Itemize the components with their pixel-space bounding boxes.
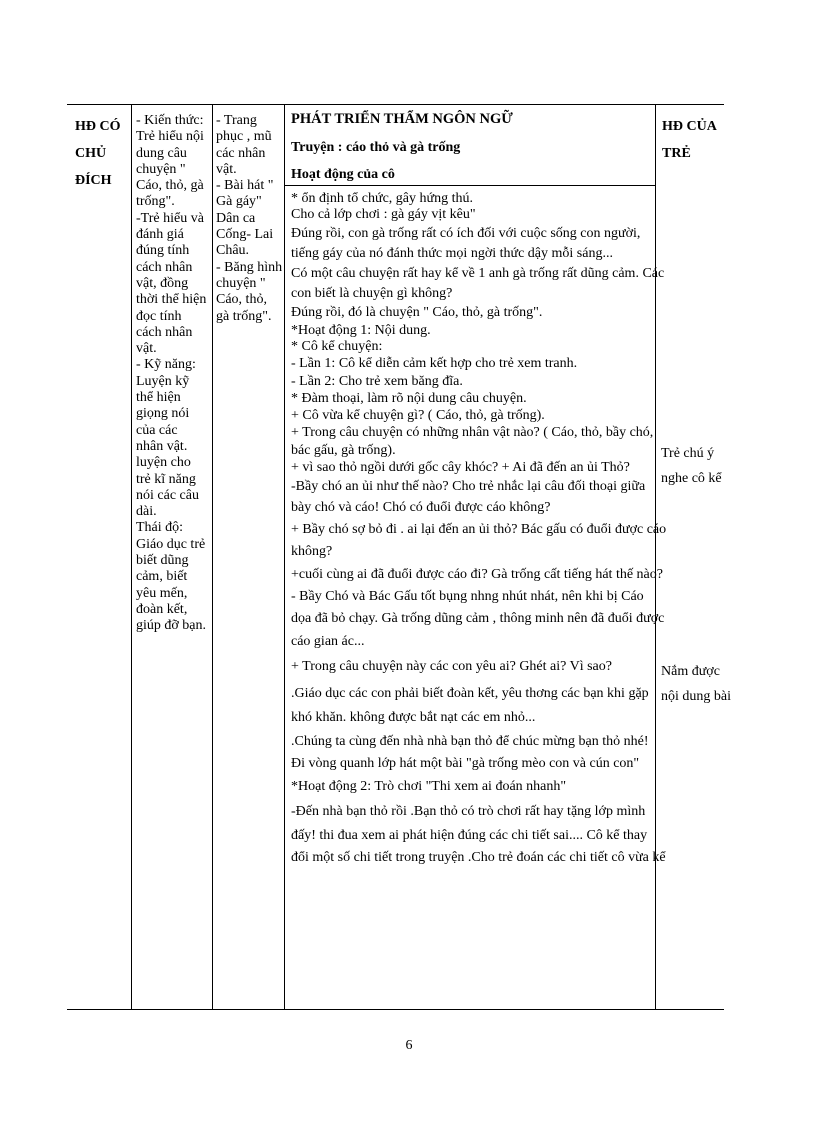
objective-line: biết dũng	[136, 553, 189, 569]
content-line: + Trong câu chuyện có những nhân vật nào? ( Cáo, thỏ, bầy chó,	[291, 425, 654, 440]
content-line: + Bầy chó sợ bỏ đi . ai lại đến an ủi thỏ? Bác gấu có đuổi được cáo	[291, 522, 667, 537]
objective-line: cách nhân	[136, 324, 193, 340]
content-line: Đúng rồi, đó là chuyện " Cáo, thỏ, gà trống".	[291, 305, 543, 320]
page-number: 6	[405, 1038, 413, 1053]
child-activity-note-2	[661, 659, 731, 709]
content-line: * ổn định tổ chức, gây hứng thú.	[291, 191, 473, 206]
preparation-line: Cáo, thỏ,	[216, 292, 267, 308]
column-divider	[212, 105, 213, 1009]
content-line: -Đến nhà bạn thỏ rồi .Bạn thỏ có trò chơi rất hay tặng lớp mình	[291, 804, 646, 819]
preparation-line: gà trống".	[216, 308, 272, 324]
column-divider	[284, 105, 285, 1009]
preparation-line: - Bài hát "	[216, 178, 274, 194]
preparation-line: - Băng hình	[216, 259, 283, 275]
content-line: * Đàm thoại, làm rõ nội dung câu chuyện.	[291, 391, 527, 406]
objective-line: nhân vật.	[136, 438, 188, 454]
objective-line: Thái độ:	[136, 520, 184, 536]
objective-line: nói các câu	[136, 487, 199, 503]
content-line: Đúng rồi, con gà trống rất có ích đối với cuộc sống con người,	[291, 226, 641, 241]
child-activity-note-1	[661, 441, 722, 491]
story-title: Truyện : cáo thỏ và gà trống	[291, 140, 461, 155]
note-line: nghe cô kể	[661, 471, 722, 486]
hd-co-chu-dich-heading	[75, 113, 121, 194]
content-line: cáo gian ác...	[291, 634, 365, 649]
objective-line: vật, đồng	[136, 275, 189, 291]
objective-line: chuyện "	[136, 161, 186, 177]
column-divider	[655, 105, 656, 1009]
preparation-column	[216, 113, 282, 325]
content-line: * Cô kể chuyện:	[291, 339, 383, 354]
objective-line: giúp đỡ bạn.	[136, 618, 207, 634]
objective-line: - Kỹ năng:	[136, 357, 196, 373]
note-line: Trẻ chú ý	[661, 446, 715, 461]
content-line: - Bầy Chó và Bác Gấu tốt bụng nhng nhút nhát, nên khi bị Cáo	[291, 589, 644, 604]
objective-line: cảm, biết	[136, 569, 188, 585]
preparation-line: Gà gáy"	[216, 194, 262, 210]
preparation-line: chuyện "	[216, 275, 266, 291]
section-title: PHÁT TRIỂN THẨM NGÔN NGỮ	[291, 111, 513, 127]
note-line: Nắm được	[661, 664, 720, 679]
content-line: .Giáo dục các con phải biết đoàn kết, yêu thơng các bạn khi gặp	[291, 686, 649, 701]
lesson-table	[67, 104, 731, 1010]
objective-line: Giáo dục trẻ	[136, 536, 206, 552]
content-line: .Chúng ta cùng đến nhà nhà bạn thỏ để chúc mừng bạn thỏ nhé!	[291, 734, 649, 749]
content-line: Có một câu chuyện rất hay kể về 1 anh gà trống rất dũng cảm. Các	[291, 266, 665, 281]
objective-line: trẻ kĩ năng	[136, 471, 196, 487]
content-line: + Cô vừa kể chuyện gì? ( Cáo, thỏ, gà trống).	[291, 408, 545, 423]
content-line: Đi vòng quanh lớp hát một bài "gà trống mèo con và cún con"	[291, 756, 640, 771]
hd-cua-tre-heading	[662, 113, 717, 167]
preparation-line: vật.	[216, 161, 237, 177]
preparation-line: Cống- Lai	[216, 227, 274, 243]
objective-line: yêu mến,	[136, 585, 188, 601]
objective-line: - Kiến thức:	[136, 113, 204, 128]
teacher-activity-heading: Hoạt động của cô	[291, 167, 395, 182]
heading-line: HĐ CỦA	[662, 119, 717, 134]
objective-line: đọc tính	[136, 308, 182, 324]
preparation-line: Châu.	[216, 243, 250, 259]
objective-line: thời thể hiện	[136, 292, 207, 308]
content-line: dọa đã bỏ chạy. Gà trống dũng cảm , thông minh nên đã đuổi được	[291, 611, 665, 626]
content-line: - Lần 2: Cho trẻ xem băng đĩa.	[291, 374, 463, 389]
objective-line: cách nhân	[136, 259, 193, 275]
objective-line: Trẻ hiểu nội	[136, 129, 204, 145]
heading-line: TRẺ	[662, 146, 691, 161]
objective-line: Cáo, thỏ, gà	[136, 178, 204, 194]
objective-line: dung câu	[136, 145, 187, 161]
note-line: nội dung bài	[661, 689, 731, 704]
content-line: không?	[291, 544, 333, 559]
objective-line: thể hiện	[136, 390, 181, 406]
objective-line: đánh giá	[136, 227, 184, 243]
content-line: bày chó và cáo! Chó có đuổi được cáo không?	[291, 500, 551, 515]
content-line: đổi một số chi tiết trong truyện .Cho trẻ đoán các chi tiết cô vừa kể	[291, 850, 666, 865]
objective-line: dài.	[136, 504, 157, 520]
heading-line: ĐÍCH	[75, 173, 112, 188]
content-line: tiếng gáy của nó đánh thức mọi ngời thức dậy mỗi sáng...	[291, 246, 613, 261]
objective-line: -Trẻ hiểu và	[136, 210, 204, 226]
content-line: - Lần 1: Cô kể diễn cảm kết hợp cho trẻ xem tranh.	[291, 356, 578, 371]
objective-line: đoàn kết,	[136, 601, 188, 617]
objective-line: vật.	[136, 341, 157, 357]
objective-line: giọng nói	[136, 406, 190, 422]
heading-line: HĐ CÓ	[75, 119, 121, 134]
content-line: +cuối cùng ai đã đuổi được cáo đi? Gà trống cất tiếng hát thế nào?	[291, 567, 663, 582]
header-divider	[285, 185, 655, 186]
content-line: bác gấu, gà trống).	[291, 443, 396, 458]
objectives-column	[136, 113, 206, 635]
content-line: con biết là chuyện gì không?	[291, 286, 453, 301]
teacher-activity-content	[291, 191, 667, 869]
column-divider	[131, 105, 132, 1009]
objective-line: trống".	[136, 194, 175, 210]
objective-line: đúng tính	[136, 243, 190, 259]
preparation-line: các nhân	[216, 145, 266, 161]
preparation-line: Dân ca	[216, 210, 256, 226]
content-line: Cho cả lớp chơi : gà gáy vịt kêu"	[291, 207, 476, 222]
content-line: -Bầy chó an ủi như thế nào? Cho trẻ nhắc lại câu đối thoại giữa	[291, 479, 646, 494]
heading-line: CHỦ	[75, 146, 107, 161]
content-line: *Hoạt động 1: Nội dung.	[291, 323, 431, 338]
content-line: + Trong câu chuyện này các con yêu ai? Ghét ai? Vì sao?	[291, 659, 612, 674]
content-line: đấy! thi đua xem ai phát hiện đúng các chi tiết sai.... Cô kể thay	[291, 828, 648, 843]
objective-line: luyện cho	[136, 455, 191, 471]
preparation-line: - Trang	[216, 113, 257, 128]
objective-line: của các	[136, 422, 178, 438]
objective-line: Luyện kỹ	[136, 373, 190, 389]
content-line: *Hoạt động 2: Trò chơi "Thi xem ai đoán nhanh"	[291, 779, 567, 794]
content-line: khó khăn. không được bắt nạt các em nhỏ...	[291, 710, 536, 725]
content-line: + vì sao thỏ ngồi dưới gốc cây khóc? + Ai đã đến an ủi Thỏ?	[291, 460, 630, 475]
preparation-line: phục , mũ	[216, 129, 272, 145]
